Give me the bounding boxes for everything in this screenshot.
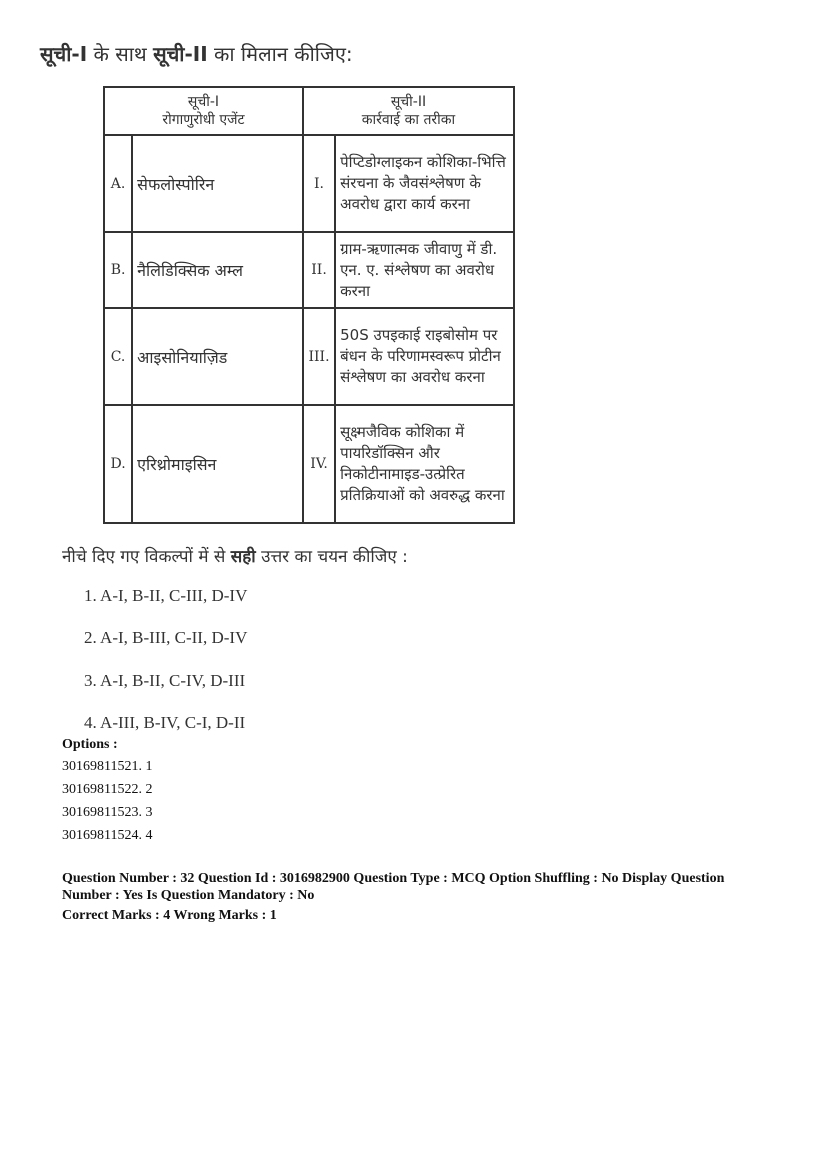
agent-cell: आइसोनियाज़िड bbox=[132, 308, 303, 405]
choice-4: 4. A-III, B-IV, C-I, D-II bbox=[84, 713, 246, 732]
option-id-4: 30169811524. 4 bbox=[62, 828, 153, 843]
title-connector: के साथ bbox=[87, 42, 154, 66]
instruction-prefix: नीचे दिए गए विकल्पों में से bbox=[62, 547, 231, 567]
header-list-2-title: सूची-II bbox=[390, 94, 427, 110]
header-list-1 bbox=[104, 87, 303, 135]
header-list-2-subtitle: कार्रवाई का तरीका bbox=[361, 112, 456, 128]
agent-cell: एरिथ्रोमाइसिन bbox=[132, 405, 303, 523]
mechanism-cell: ग्राम-ऋणात्मक जीवाणु में डी. एन. ए. संश्लेषण का अवरोध करना bbox=[335, 232, 514, 308]
mechanism-number: III. bbox=[303, 308, 335, 405]
question-marks bbox=[62, 908, 277, 924]
header-list-1-subtitle: रोगाणुरोधी एजेंट bbox=[162, 112, 245, 128]
option-id-3: 30169811523. 3 bbox=[62, 805, 153, 820]
row-label: C. bbox=[104, 308, 132, 405]
choice-1: 1. A-I, B-II, C-III, D-IV bbox=[84, 586, 248, 605]
header-list-2 bbox=[303, 87, 514, 135]
header-list-1-title: सूची-I bbox=[187, 94, 220, 110]
question-meta-line-2 bbox=[62, 888, 314, 904]
table-row bbox=[104, 405, 514, 523]
option-id-2: 30169811522. 2 bbox=[62, 782, 153, 797]
meta-line-2-text: Number : Yes Is Question Mandatory : No bbox=[62, 888, 315, 903]
table-row bbox=[104, 232, 514, 308]
title-suffix: का मिलान कीजिए: bbox=[207, 42, 353, 66]
table-row bbox=[104, 135, 514, 232]
meta-line-1-text: Question Number : 32 Question Id : 3016982900 Question Type : MCQ Option Shuffling : No Display Question bbox=[62, 871, 725, 886]
question-title bbox=[40, 40, 353, 67]
mechanism-cell: पेप्टिडोग्लाइकन कोशिका-भित्ति संरचना के जैवसंश्लेषण के अवरोध द्वारा कार्य करना bbox=[335, 135, 514, 232]
list-2-term: सूची-II bbox=[153, 42, 208, 66]
option-id-1: 30169811521. 1 bbox=[62, 759, 153, 774]
mechanism-cell: 50S उपइकाई राइबोसोम पर बंधन के परिणामस्वरूप प्रोटीन संश्लेषण का अवरोध करना bbox=[335, 308, 514, 405]
row-label: B. bbox=[104, 232, 132, 308]
options-label-text: Options : bbox=[62, 737, 118, 752]
choice-2: 2. A-I, B-III, C-II, D-IV bbox=[84, 628, 248, 647]
row-label: A. bbox=[104, 135, 132, 232]
meta-line-3-text: Correct Marks : 4 Wrong Marks : 1 bbox=[62, 908, 277, 923]
question-meta-line-1 bbox=[62, 871, 724, 887]
mechanism-cell: सूक्ष्मजैविक कोशिका में पायरिडॉक्सिन और निकोटीनामाइड-उत्प्रेरित प्रतिक्रियाओं को अवरुद्ध करना bbox=[335, 405, 514, 523]
choice-3: 3. A-I, B-II, C-IV, D-III bbox=[84, 671, 246, 690]
mechanism-number: I. bbox=[303, 135, 335, 232]
options-label bbox=[62, 737, 118, 753]
table-row bbox=[104, 308, 514, 405]
agent-cell: नैलिडिक्सिक अम्ल bbox=[132, 232, 303, 308]
list-1-term: सूची-I bbox=[40, 42, 88, 66]
agent-cell: सेफलोस्पोरिन bbox=[132, 135, 303, 232]
row-label: D. bbox=[104, 405, 132, 523]
mechanism-number: II. bbox=[303, 232, 335, 308]
instruction-text bbox=[62, 544, 408, 567]
table-header-row bbox=[104, 87, 514, 135]
instruction-suffix: उत्तर का चयन कीजिए : bbox=[255, 547, 408, 567]
instruction-emphasis: सही bbox=[230, 547, 256, 567]
match-table bbox=[103, 86, 515, 524]
mechanism-number: IV. bbox=[303, 405, 335, 523]
